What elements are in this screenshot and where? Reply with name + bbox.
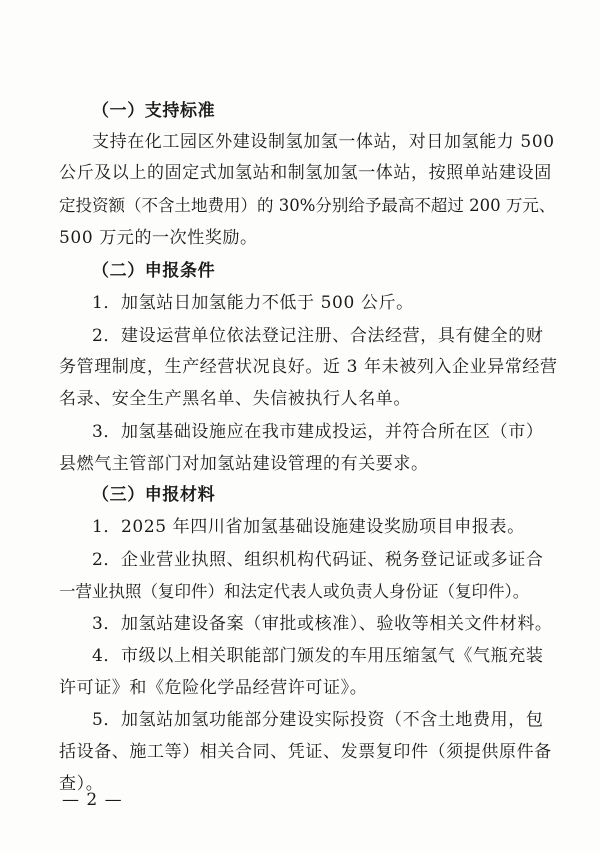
text-line: 公斤及以上的固定式加氢站和制氢加氢一体站，按照单站建设固 (59, 163, 552, 183)
text-line: 括设备、施工等）相关合同、凭证、发票复印件（须提供原件备 (59, 742, 552, 762)
text-line: 名录、安全生产黑名单、失信被执行人名单。 (59, 389, 411, 409)
text-line: 1．2025 年四川省加氢基础设施建设奖励项目申报表。 (92, 517, 525, 537)
text-line: 3．加氢站建设备案（审批或核准）、验收等相关文件材料。 (92, 614, 553, 634)
text-line: 2．企业营业执照、组织机构代码证、税务登记证或多证合 (92, 550, 544, 570)
section-heading-1: （一）支持标准 (92, 101, 216, 121)
text-line: 一营业执照（复印件）和法定代表人或负责人身份证（复印件）。 (59, 582, 530, 601)
section-heading-2: （二）申报条件 (92, 261, 216, 281)
text-line: 县燃气主管部门对加氢站建设管理的有关要求。 (59, 454, 429, 474)
text-line: 500 万元的一次性奖励。 (59, 228, 258, 248)
page-number: — 2 — (62, 790, 123, 810)
text-line: 许可证》和《危险化学品经营许可证》。 (59, 678, 368, 698)
text-line: 定投资额（不含土地费用）的 30%分别给予最高不超过 200 万元、 (59, 196, 556, 215)
section-heading-3: （三）申报材料 (92, 485, 216, 505)
text-line: 3．加氢基础设施应在我市建成投运，并符合所在区（市） (92, 422, 544, 442)
text-line: 务管理制度，生产经营状况良好。近 3 年未被列入企业异常经营 (59, 357, 558, 377)
text-line: 2．建设运营单位依法登记注册、合法经营，具有健全的财 (92, 326, 544, 346)
text-line: 查）。 (59, 774, 104, 794)
text-line: 5．加氢站加氢功能部分建设实际投资（不含土地费用，包 (92, 710, 544, 730)
text-line: 1．加氢站日加氢能力不低于 500 公斤。 (92, 293, 414, 313)
text-line: 支持在化工园区外建设制氢加氢一体站，对日加氢能力 500 (92, 132, 555, 152)
text-line: 4．市级以上相关职能部门颁发的车用压缩氢气《气瓶充装 (92, 646, 544, 666)
